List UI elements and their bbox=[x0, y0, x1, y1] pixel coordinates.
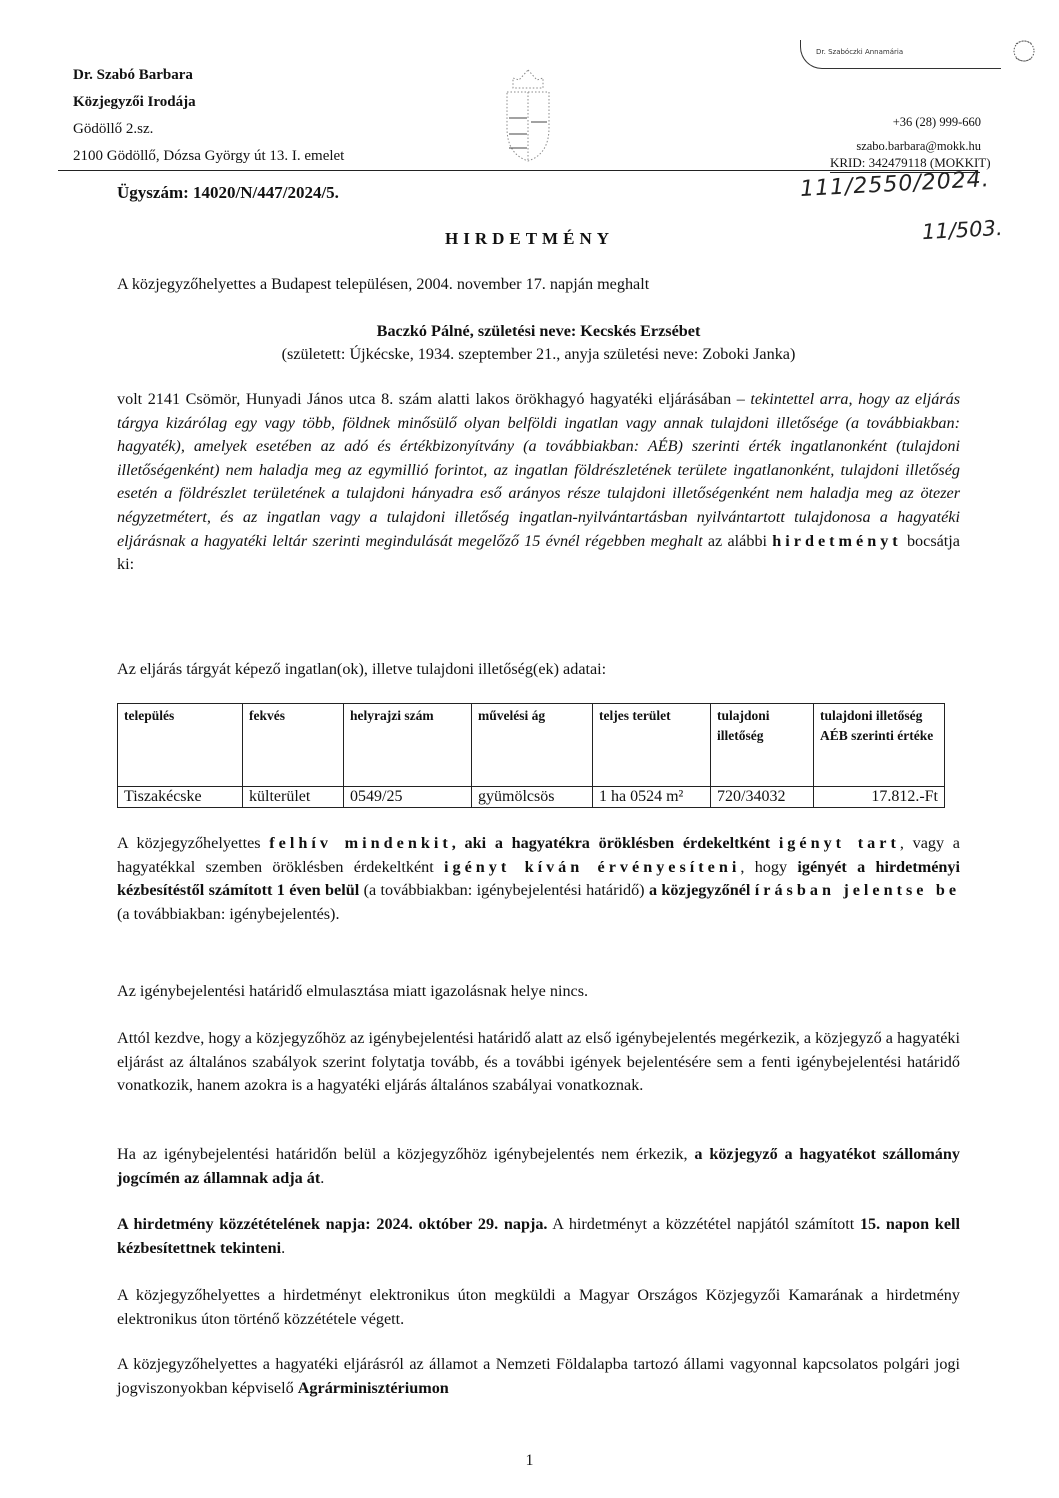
publication-date: A hirdetmény közzétételének napja: 2024. október 29. napja. bbox=[117, 1215, 548, 1233]
col-header: tulajdoni illetőség bbox=[711, 704, 814, 787]
cell-ownership-share: 720/34032 bbox=[711, 787, 814, 808]
col-header: fekvés bbox=[243, 704, 344, 787]
cell-total-area: 1 ha 0524 m² bbox=[593, 787, 711, 808]
received-stamp bbox=[800, 40, 1000, 70]
col-header: tulajdoni illetőség AÉB szerinti értéke bbox=[814, 704, 945, 787]
col-header: helyrajzi szám bbox=[344, 704, 472, 787]
para5-text: . bbox=[320, 1168, 325, 1187]
handwritten-reference-2: 11/503. bbox=[921, 215, 1004, 245]
para1-mid: az alábbi bbox=[702, 531, 773, 550]
proceeding-paragraph bbox=[117, 388, 960, 577]
cell-settlement: Tiszakécske bbox=[118, 787, 243, 808]
para2-text: (a továbbiakban: igénybejelentés). bbox=[117, 904, 340, 923]
para1-tail: bocsátja ki: bbox=[117, 531, 960, 574]
header-divider bbox=[58, 170, 978, 171]
office-header bbox=[73, 62, 344, 170]
para5-bold: a közjegyző a hagyatékot szállomány jogcímén az államnak adja át bbox=[117, 1145, 960, 1187]
krid-id: KRID: 342479118 (MOKKIT) bbox=[830, 155, 991, 170]
para2-text: (a továbbiakban: igénybejelentési határidő) bbox=[359, 881, 649, 899]
page-title: HIRDETMÉNY bbox=[444, 229, 614, 248]
case-number: Ügyszám: 14020/N/447/2024/5. bbox=[117, 183, 339, 202]
office-name: Dr. Szabó Barbara bbox=[73, 67, 193, 83]
cell-location: külterület bbox=[243, 787, 344, 808]
contact-info bbox=[856, 110, 981, 158]
cell-cultivation: gyümölcsös bbox=[472, 787, 593, 808]
stamp-seal-icon bbox=[1010, 36, 1038, 66]
para6-text: . bbox=[281, 1238, 286, 1257]
para2-spaced: igényt tart bbox=[778, 834, 900, 852]
col-header: teljes terület bbox=[593, 704, 711, 787]
para2-bold: igényét a hirdetményi kézbesítéstől számított 1 éven belül bbox=[117, 857, 961, 899]
para2-text: , vagy a hagyatékkal szemben öröklésben érdekeltként bbox=[117, 834, 960, 876]
para1-italic: tekintettel arra, hogy az eljárás tárgya kizárólag egy vagy több, földnek minősülő olyan belföldi ingatlan vagy annak tulajdoni illetősége (a továbbiakban: hagyaték), amelyek esetében az adó és értékbizonyítvány (a továbbiakban: AÉB) szerinti érték ingatlanonként (tulajdoni illetőségenként) nem haladja meg az egymillió forintot, az ingatlan földrészletének területe ingatlanonként, tulajdoni illetőség esetén a földrészlet területének a tulajdoni hányadra eső arányos része tulajdoni illetőségenként nem haladja meg az ötezer négyzetmétert, és az ingatlan vagy a tulajdoni illetőség ingatlan-nyilvántartásban nyilvántartott tulajdonosa a hagyatéki eljárásnak a hagyatéki leltár szerinti megindulását megelőző 15 évnél régebben meghalt bbox=[117, 390, 960, 550]
publication-date-paragraph bbox=[117, 1213, 960, 1260]
deceased-name: Baczkó Pálné, születési neve: Kecskés Erzsébet bbox=[376, 322, 701, 340]
para1-spaced: hirdetményt bbox=[772, 531, 902, 550]
para2-text: A közjegyzőhelyettes bbox=[117, 834, 270, 852]
phone: +36 (28) 999-660 bbox=[892, 115, 981, 129]
deceased-birth: (született: Újkécske, 1934. szeptember 21., anyja születési neve: Zoboki Janka) bbox=[281, 345, 796, 363]
para6-text: A hirdetményt a közzététel napjától számított bbox=[547, 1215, 860, 1233]
col-header: művelési ág bbox=[472, 704, 593, 787]
cell-parcel-number: 0549/25 bbox=[344, 787, 472, 808]
hungarian-coat-of-arms-icon bbox=[497, 66, 559, 164]
procedure-paragraph: Attól kezdve, hogy a közjegyzőhöz az igénybejelentési határidő alatt az első igénybejelentés megérkezik, a közjegyző a hagyatéki eljárást az általános szabályok szerint folytatja tovább, és a további igények bejelentésére sem a fenti igénybejelentési határidő vonatkozik, hanem azokra is a hagyatéki eljárás általános szabályai vonatkoznak. bbox=[117, 1029, 960, 1095]
para2-spaced: igényt kíván érvényesíteni bbox=[444, 857, 741, 876]
property-table bbox=[117, 703, 945, 808]
para2-spaced: írásban jelentse be bbox=[754, 881, 961, 899]
office-subtitle: Közjegyzői Irodája bbox=[73, 94, 196, 110]
intro-paragraph: A közjegyzőhelyettes a Budapest településen, 2004. november 17. napján meghalt bbox=[117, 275, 650, 293]
escheat-paragraph bbox=[117, 1143, 960, 1190]
stamp-text: Dr. Szabóczki Annamária bbox=[816, 48, 904, 56]
para2-text: , hogy bbox=[740, 857, 798, 876]
email: szabo.barbara@mokk.hu bbox=[856, 139, 981, 153]
para5-text: Ha az igénybejelentési határidőn belül a közjegyzőhöz igénybejelentés nem érkezik, bbox=[117, 1145, 695, 1163]
electronic-publication-paragraph: A közjegyzőhelyettes a hirdetményt elektronikus úton megküldi a Magyar Országos Közjegyzői Kamarának a hirdetmény elektronikus úton történő közzététele végett. bbox=[117, 1286, 960, 1328]
ministry-notice-paragraph bbox=[117, 1353, 960, 1400]
para2-bold: a közjegyzőnél bbox=[648, 881, 751, 899]
table-header-row bbox=[118, 704, 945, 787]
office-seat: Gödöllő 2.sz. bbox=[73, 121, 154, 137]
office-address: 2100 Gödöllő, Dózsa György út 13. I. emelet bbox=[73, 148, 345, 164]
call-for-claims-paragraph bbox=[117, 832, 960, 926]
table-intro: Az eljárás tárgyát képező ingatlan(ok), illetve tulajdoni illetőség(ek) adatai: bbox=[117, 660, 607, 678]
para6-bold: 15. napon kell kézbesítettnek tekinteni bbox=[117, 1215, 960, 1257]
para1-lead: volt 2141 Csömör, Hunyadi János utca 8. szám alatti lakos örökhagyó hagyatéki eljárásában – bbox=[117, 390, 745, 408]
page-number: 1 bbox=[525, 1452, 534, 1469]
table-row bbox=[118, 787, 945, 808]
col-header: település bbox=[118, 704, 243, 787]
para8-text: A közjegyzőhelyettes a hagyatéki eljárásról az államot a Nemzeti Földalapba tartozó állami vagyonnal kapcsolatos polgári jogi jogviszonyokban képviselő bbox=[117, 1355, 960, 1397]
cell-aeb-value: 17.812.-Ft bbox=[814, 787, 945, 808]
para2-bold: , aki a hagyatékra öröklésben érdekeltként bbox=[451, 834, 779, 852]
para2-spaced: felhív mindenkit bbox=[269, 834, 452, 852]
para8-bold: Agrárminisztériumon bbox=[297, 1378, 449, 1397]
handwritten-reference-1: 111/2550/2024. bbox=[799, 167, 991, 202]
no-excuse-paragraph: Az igénybejelentési határidő elmulasztása miatt igazolásnak helye nincs. bbox=[117, 982, 589, 1000]
